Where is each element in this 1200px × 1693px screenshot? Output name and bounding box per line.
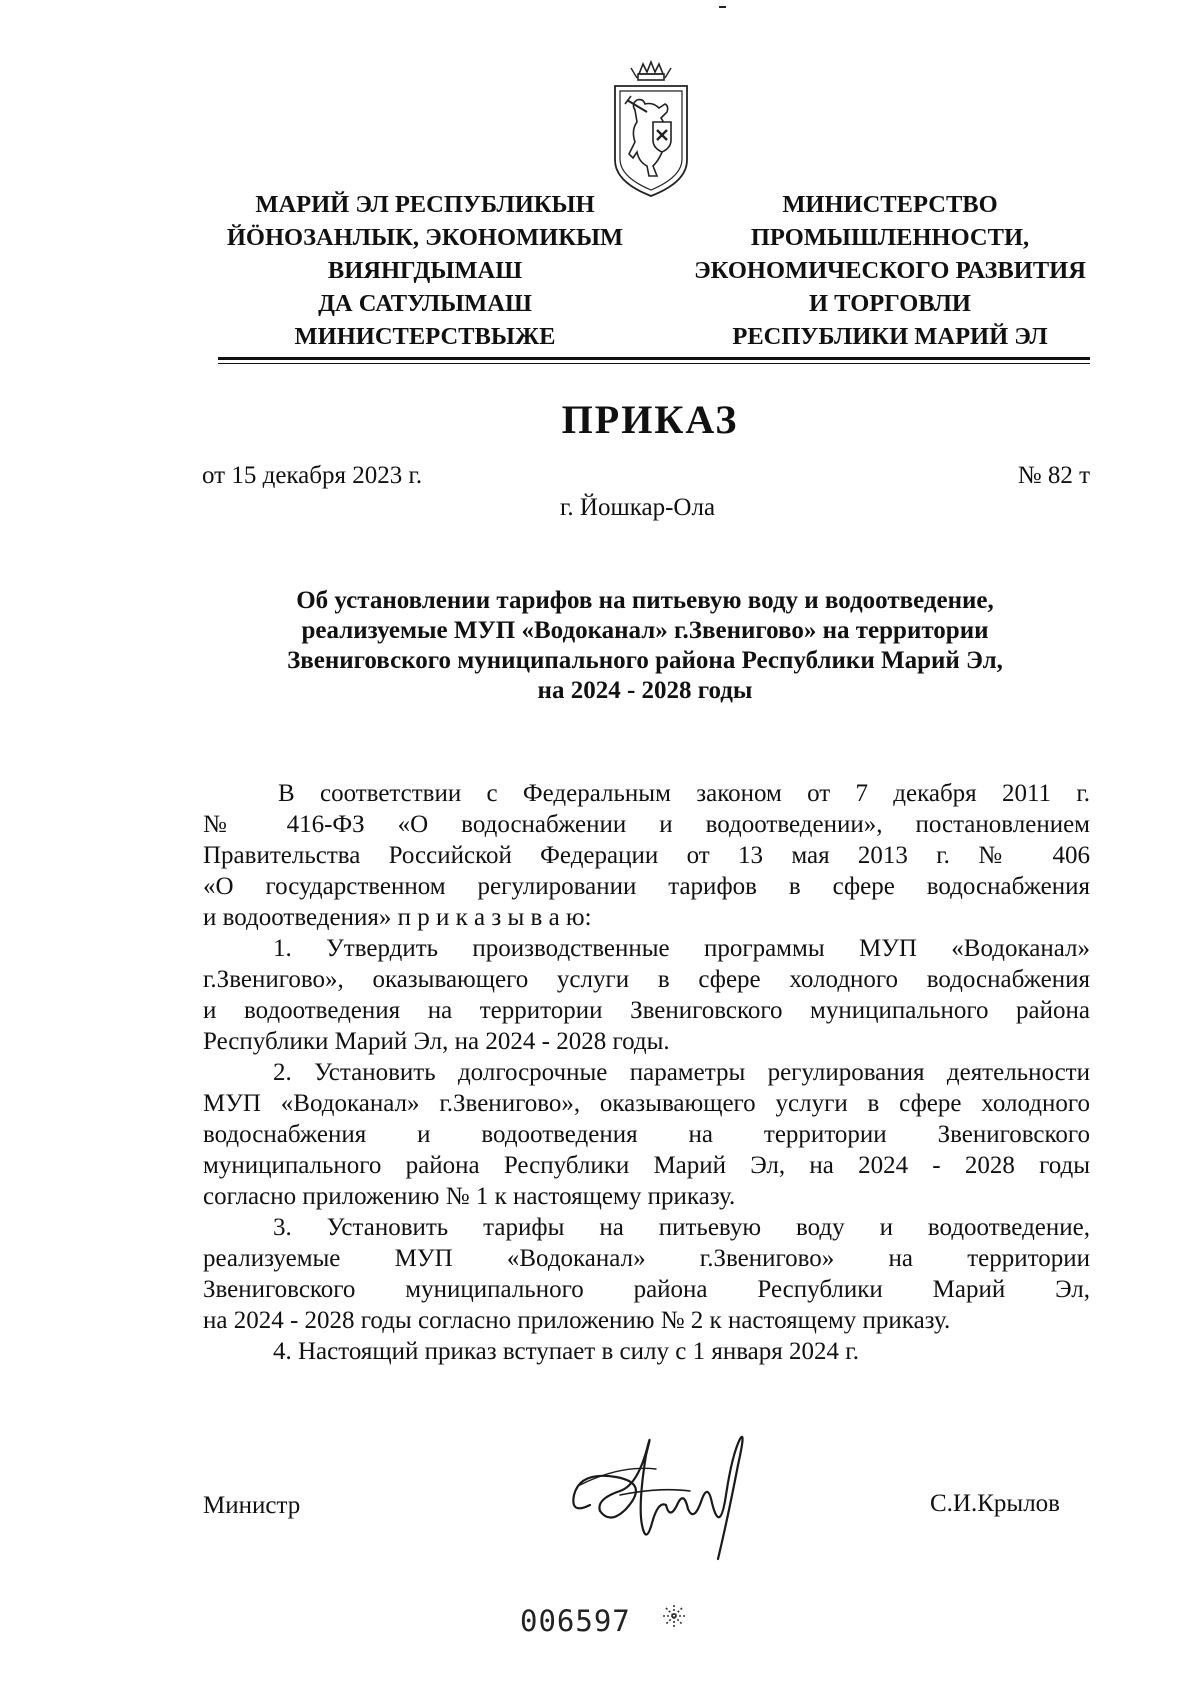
body-line: г.Звенигово», оказывающего услуги в сфере холодного водоснабжения <box>203 966 1090 993</box>
body-line: на 2024 - 2028 годы согласно приложению № 2 к настоящему приказу. <box>203 1307 951 1334</box>
body-line: В соответствии с Федеральным законом от 7 декабря 2011 г. <box>278 780 1090 807</box>
body-line: «О государственном регулировании тарифов в сфере водоснабжения <box>203 873 1090 900</box>
header-divider-thin <box>218 363 1090 364</box>
subject-line: реализуемые МУП «Водоканал» г.Звенигово» на территории <box>301 617 989 644</box>
subject-line: Звениговского муниципального района Республики Марий Эл, <box>287 647 1003 674</box>
body-line: Правительства Российской Федерации от 13 мая 2013 г. № 406 <box>203 842 1090 869</box>
document-city: г. Йошкар-Ола <box>560 494 716 521</box>
header-left-line: ДА САТУЛЫМАШ <box>318 290 532 317</box>
body-line: водоснабжения и водоотведения на территории Звениговского <box>203 1121 1090 1148</box>
header-right-line: РЕСПУБЛИКИ МАРИЙ ЭЛ <box>732 323 1048 350</box>
header-right-line: ЭКОНОМИЧЕСКОГО РАЗВИТИЯ <box>694 257 1086 284</box>
body-line: 2. Установить долгосрочные параметры регулирования деятельности <box>273 1059 1090 1086</box>
body-line: реализуемые МУП «Водоканал» г.Звенигово» на территории <box>203 1245 1090 1272</box>
body-line: 4. Настоящий приказ вступает в силу с 1 января 2024 г. <box>273 1338 859 1365</box>
header-right-line: МИНИСТЕРСТВО <box>782 191 998 218</box>
body-line: Звениговского муниципального района Республики Марий Эл, <box>203 1276 1090 1303</box>
body-line: и водоотведения на территории Звениговского муниципального района <box>203 997 1090 1024</box>
header-right-line: ПРОМЫШЛЕННОСТИ, <box>750 224 1030 251</box>
body-line: и водоотведения» п р и к а з ы в а ю: <box>203 904 592 931</box>
signatory-name: С.И.Крылов <box>930 1490 1060 1517</box>
header-left-line: МИНИСТЕРСТВЫЖЕ <box>294 323 556 350</box>
document-title: ПРИКАЗ <box>561 397 739 442</box>
header-left-line: МАРИЙ ЭЛ РЕСПУБЛИКЫН <box>255 191 595 218</box>
document-body <box>203 778 1090 1367</box>
header-left-line: ЙӦНОЗАНЛЫК, ЭКОНОМИКЫМ <box>226 224 624 251</box>
scan-mark <box>719 6 726 8</box>
header-divider-thick <box>218 357 1090 360</box>
body-line: согласно приложению № 1 к настоящему приказу. <box>203 1183 736 1210</box>
handwritten-signature <box>560 1425 790 1565</box>
document-subject <box>200 586 1090 706</box>
header-left-line: ВИЯНГДЫМАШ <box>327 257 523 284</box>
signatory-role: Министр <box>203 1492 301 1519</box>
body-line: 3. Установить тарифы на питьевую воду и водоотведение, <box>273 1214 1090 1241</box>
document-date: от 15 декабря 2023 г. <box>202 462 423 489</box>
body-line: 1. Утвердить производственные программы МУП «Водоканал» <box>273 935 1090 962</box>
body-line: № 416-ФЗ «О водоснабжении и водоотведении», постановлением <box>203 811 1090 838</box>
header-mari-ministry-name <box>215 188 635 353</box>
header-right-line: И ТОРГОВЛИ <box>809 290 971 317</box>
asterisk-stamp-icon <box>660 1602 688 1630</box>
coat-of-arms-icon <box>609 60 693 200</box>
body-line: МУП «Водоканал» г.Звенигово», оказывающего услуги в сфере холодного <box>203 1090 1090 1117</box>
body-line: Республики Марий Эл, на 2024 - 2028 годы. <box>203 1028 670 1055</box>
document-number: № 82 т <box>1017 462 1090 489</box>
serial-number: 006597 <box>520 1604 631 1638</box>
subject-line: Об установлении тарифов на питьевую воду и водоотведение, <box>296 587 994 614</box>
body-line: муниципального района Республики Марий Эл, на 2024 - 2028 годы <box>203 1152 1090 1179</box>
header-russian-ministry-name <box>665 188 1115 353</box>
subject-line: на 2024 - 2028 годы <box>537 677 753 704</box>
